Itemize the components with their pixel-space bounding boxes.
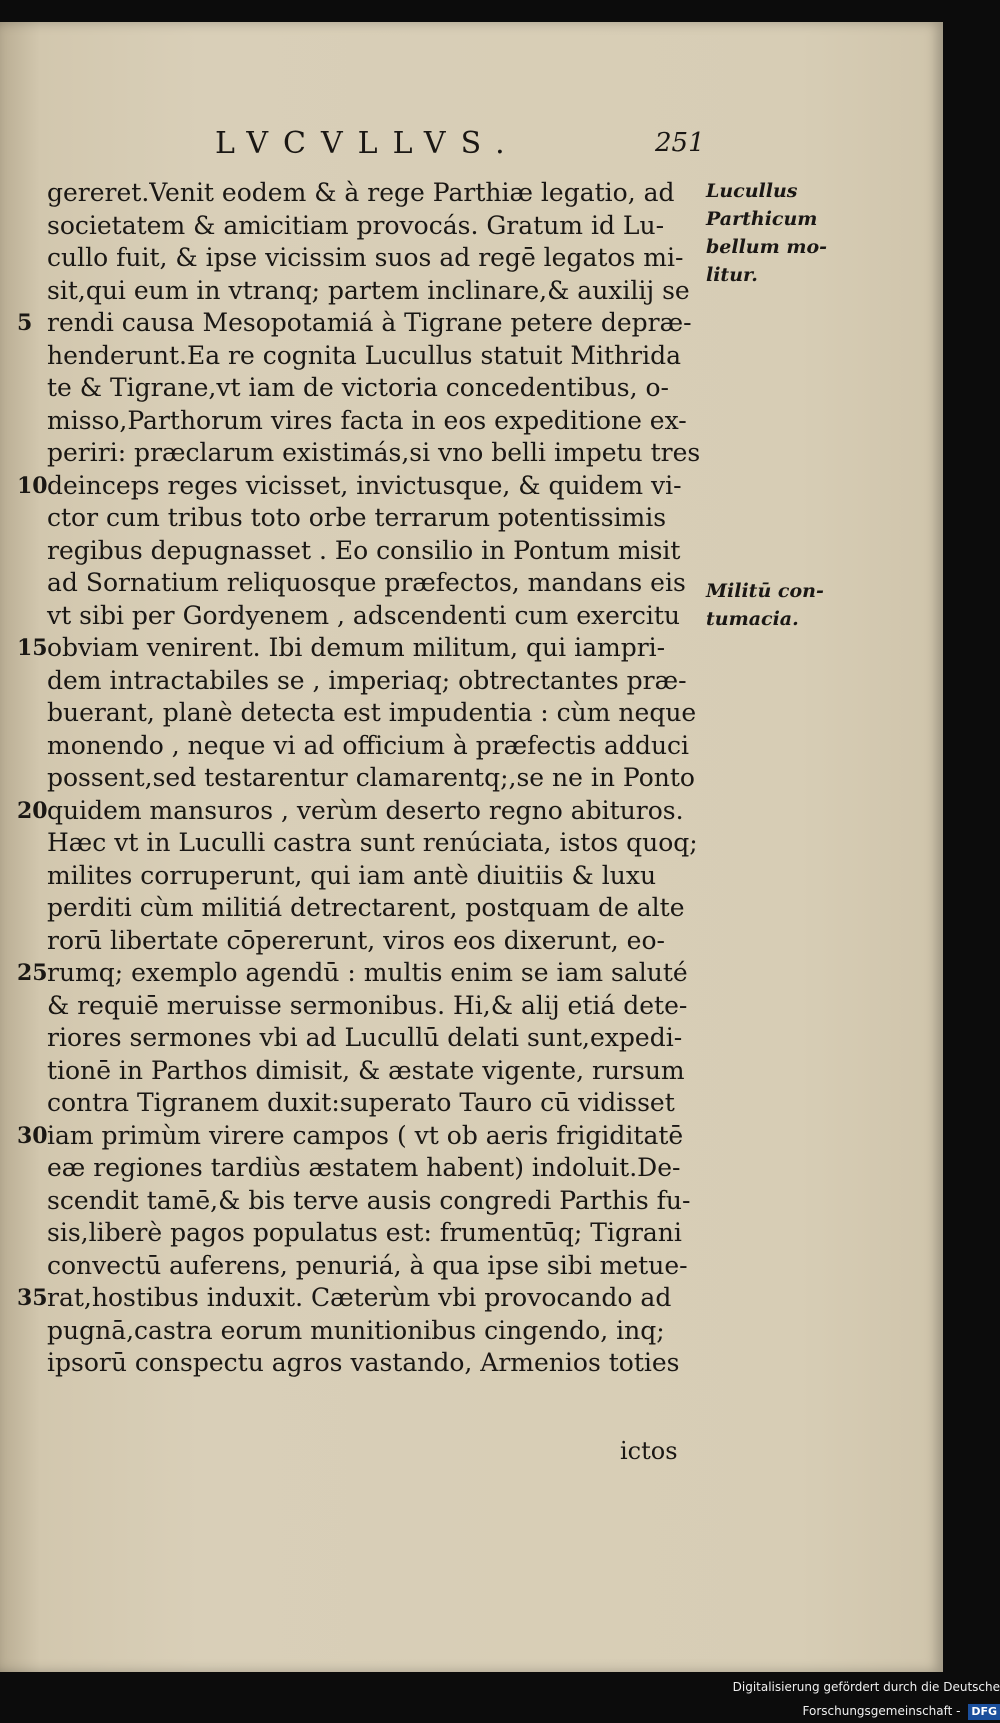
text-line	[47, 535, 697, 568]
line-text: periri: præclarum existimás,si vno belli impetu tres	[47, 438, 701, 467]
text-line	[47, 1185, 697, 1218]
text-line	[47, 1217, 697, 1250]
line-text: rendi causa Mesopotamiá à Tigrane petere depræ-	[47, 308, 692, 337]
page-number: 251	[655, 128, 705, 158]
line-text: ctor cum tribus toto orbe terrarum potentissimis	[47, 503, 667, 532]
page-header	[0, 112, 943, 172]
line-text: Hæc vt in Luculli castra sunt renúciata, istos quoq;	[47, 828, 698, 857]
text-line	[47, 210, 697, 243]
text-line	[47, 1152, 697, 1185]
margin-note-line: bellum mo-	[706, 236, 828, 258]
text-line	[47, 925, 697, 958]
margin-note-line: Parthicum	[706, 208, 818, 230]
line-text: buerant, planè detecta est impudentia : cùm neque	[47, 698, 697, 727]
line-text: pugnā,castra eorum munitionibus cingendo, inq;	[47, 1315, 665, 1345]
line-text: quidem mansuros , verùm deserto regno abituros.	[47, 795, 684, 825]
line-text: misso,Parthorum vires facta in eos expeditione ex-	[47, 405, 687, 435]
line-text: tionē in Parthos dimisit, & æstate vigente, rursum	[47, 1055, 685, 1085]
text-line	[47, 990, 697, 1023]
line-number: 5	[17, 310, 33, 336]
line-text: deinceps reges vicisset, invictusque, & quidem vi-	[47, 470, 682, 500]
text-line	[47, 372, 697, 405]
running-head: LVCVLLVS.	[215, 126, 520, 161]
text-line	[47, 600, 697, 633]
digitization-credit	[600, 1675, 1000, 1718]
margin-note	[706, 177, 831, 289]
text-line	[47, 1055, 697, 1088]
margin-note-line: Militū con-	[706, 580, 824, 602]
credit-text: Digitalisierung gefördert durch die Deutsche Forschungsgemeinschaft -	[732, 1680, 1000, 1718]
text-line	[17, 307, 697, 340]
text-line	[47, 730, 697, 763]
line-text: rat,hostibus induxit. Cæterùm vbi provocando ad	[47, 1283, 672, 1312]
line-text: gereret.Venit eodem & à rege Parthiæ legatio, ad	[47, 178, 675, 207]
text-line	[17, 1282, 697, 1315]
line-text: ad Sornatium reliquosque præfectos, mandans eis	[47, 568, 686, 597]
line-number: 25	[17, 960, 48, 986]
line-text: henderunt.Ea re cognita Lucullus statuit Mithrida	[47, 340, 681, 370]
line-text: cullo fuit, & ipse vicissim suos ad regē legatos mi-	[47, 243, 684, 272]
line-text: scendit tamē,& bis terve ausis congredi Parthis fu-	[47, 1185, 691, 1215]
text-line	[47, 762, 697, 795]
text-line	[47, 437, 701, 470]
text-line	[47, 1347, 697, 1380]
text-line	[47, 242, 697, 275]
dfg-logo: DFG	[968, 1704, 1000, 1720]
line-number: 15	[17, 635, 48, 661]
book-page	[0, 22, 943, 1672]
line-text: ipsorū conspectu agros vastando, Armenios toties	[47, 1348, 680, 1377]
text-line	[47, 827, 697, 860]
line-text: dem intractabiles se , imperiaq; obtrectantes præ-	[47, 665, 687, 695]
line-text: & requiē meruisse sermonibus. Hi,& alij etiá dete-	[47, 990, 688, 1020]
text-line	[17, 795, 697, 828]
text-line	[47, 405, 697, 438]
line-number: 35	[17, 1285, 48, 1311]
line-number: 20	[17, 797, 48, 824]
line-text: contra Tigranem duxit:superato Tauro cū vidisset	[47, 1088, 675, 1117]
margin-note	[706, 577, 831, 633]
text-line	[47, 1250, 697, 1283]
text-line	[47, 340, 697, 373]
line-text: regibus depugnasset . Eo consilio in Pontum misit	[47, 535, 681, 565]
line-text: convectū auferens, penuriá, à qua ipse sibi metue-	[47, 1250, 688, 1280]
line-number: 10	[17, 472, 48, 499]
line-text: obviam venirent. Ibi demum militum, qui iampri-	[47, 633, 666, 662]
line-text: societatem & amicitiam provocás. Gratum id Lu-	[47, 210, 665, 240]
line-text: rumq; exemplo agendū : multis enim se iam saluté	[47, 958, 688, 987]
line-number: 30	[17, 1122, 48, 1149]
text-line	[17, 957, 697, 990]
text-line	[17, 1120, 697, 1153]
text-line	[47, 177, 697, 210]
line-text: vt sibi per Gordyenem , adscendenti cum exercitu	[47, 600, 680, 630]
line-text: sis,liberè pagos populatus est: frumentūq; Tigrani	[47, 1218, 682, 1247]
text-line	[47, 275, 697, 308]
text-line	[47, 502, 697, 535]
margin-note-line: litur.	[706, 264, 758, 286]
line-text: monendo , neque vi ad officium à præfectis adduci	[47, 730, 690, 760]
line-text: eæ regiones tardiùs æstatem habent) indoluit.De-	[47, 1153, 681, 1182]
margin-note-line: Lucullus	[706, 180, 798, 202]
text-line	[47, 860, 697, 893]
line-text: rorū libertate cōpererunt, viros eos dixerunt, eo-	[47, 925, 665, 955]
line-text: milites corruperunt, qui iam antè diuitiis & luxu	[47, 860, 657, 890]
text-line	[47, 1315, 697, 1348]
text-line	[17, 632, 697, 665]
text-line	[47, 1087, 697, 1120]
text-line	[17, 470, 697, 503]
line-text: riores sermones vbi ad Lucullū delati sunt,expedi-	[47, 1023, 683, 1052]
text-line	[47, 892, 697, 925]
line-text: possent,sed testarentur clamarentq;,se ne in Ponto	[47, 763, 695, 792]
line-text: te & Tigrane,vt iam de victoria concedentibus, o-	[47, 373, 670, 402]
line-text: iam primùm virere campos ( vt ob aeris frigiditatē	[47, 1120, 684, 1150]
text-line	[47, 665, 697, 698]
line-text: perditi cùm militiá detrectarent, postquam de alte	[47, 893, 685, 922]
margin-note-line: tumacia.	[706, 608, 799, 630]
catchword: ictos	[620, 1437, 678, 1465]
text-line	[47, 697, 697, 730]
text-line	[47, 567, 697, 600]
text-line	[47, 1022, 697, 1055]
main-text-column	[17, 177, 701, 1380]
line-text: sit,qui eum in vtranq; partem inclinare,& auxilij se	[47, 275, 690, 305]
